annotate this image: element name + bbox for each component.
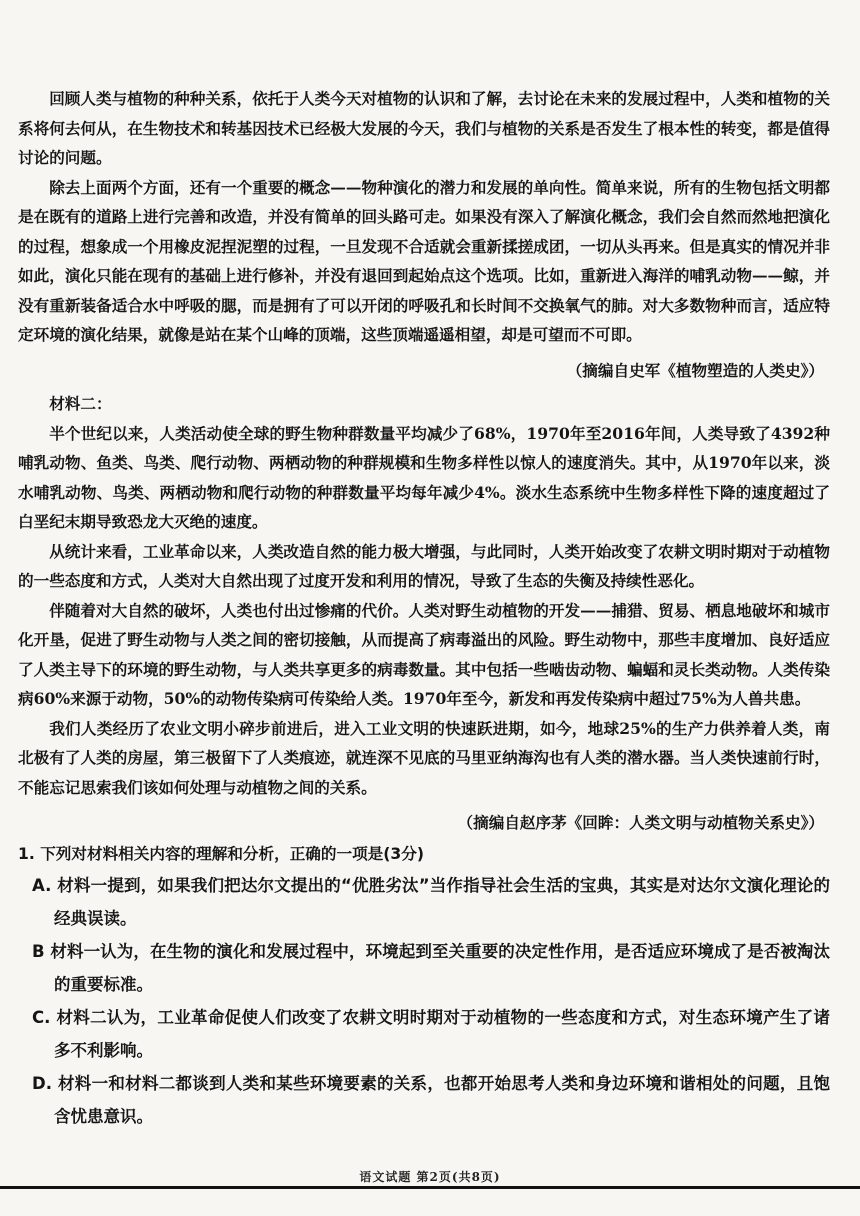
material2-paragraph-4: 我们人类经历了农业文明小碎步前进后，进入工业文明的快速跃进期，如今，地球25%的生产力供养着人类，南北极有了人类的房屋，第三极留下了人类痕迹，就连深不见底的马里亚纳海沟也有人类的潜水器。当人类快速前行时，不能忘记思索我们该如何处理与动植物之间的关系。 xyxy=(18,718,830,797)
material2-paragraph-2: 从统计来看，工业革命以来，人类改造自然的能力极大增强，与此同时，人类开始改变了农耕文明时期对于动植物的一些态度和方式，人类对大自然出现了过度开发和利用的情况，导致了生态的失衡及持续性恶化。 xyxy=(18,541,830,590)
question-1-option-b: B 材料一认为，在生物的演化和发展过程中，环境起到至关重要的决定性作用，是否适应环境成了是否被淘汰的重要标准。 xyxy=(32,942,830,994)
material2-heading: 材料二： xyxy=(49,394,112,413)
question-1-stem: 1. 下列对材料相关内容的理解和分析，正确的一项是(3分) xyxy=(18,844,424,863)
page-footer: 语文试题 第2页(共8页) xyxy=(359,1170,501,1184)
question-1-option-a: A. 材料一提到，如果我们把达尔文提出的“优胜劣汰”当作指导社会生活的宝典，其实是对达尔文演化理论的经典误读。 xyxy=(32,876,830,928)
bottom-divider xyxy=(0,1186,860,1189)
material1-source: （摘编自史军《植物塑造的人类史》） xyxy=(566,360,824,380)
question-1-option-c: C. 材料二认为，工业革命促使人们改变了农耕文明时期对于动植物的一些态度和方式，对生态环境产生了诸多不利影响。 xyxy=(32,1008,830,1060)
material2-paragraph-1: 半个世纪以来，人类活动使全球的野生物种群数量平均减少了68%，1970年至2016年间，人类导致了4392种哺乳动物、鱼类、鸟类、爬行动物、两栖动物的种群规模和生物多样性以惊人的速度消失。其中，从1970年以来，淡水哺乳动物、鸟类、两栖动物和爬行动物的种群数量平均每年减少4%。淡水生态系统中生物多样性下降的速度超过了白垩纪末期导致恐龙大灭绝的速度。 xyxy=(18,423,830,531)
material2-source: （摘编自赵序茅《回眸：人类文明与动植物关系史》） xyxy=(457,813,824,832)
question-1-option-d: D. 材料一和材料二都谈到人类和某些环境要素的关系，也都开始思考人类和身边环境和谐相处的问题，且饱含忧患意识。 xyxy=(32,1074,830,1126)
material2-paragraph-3: 伴随着对大自然的破坏，人类也付出过惨痛的代价。人类对野生动植物的开发——捕猎、贸易、栖息地破坏和城市化开垦，促进了野生动物与人类之间的密切接触，从而提高了病毒溢出的风险。野生动物中，那些丰度增加、良好适应了人类主导下的环境的野生动物，与人类共享更多的病毒数量。其中包括一些啮齿动物、蝙蝠和灵长类动物。人类传染病60%来源于动物，50%的动物传染病可传染给人类。1970年至今，新发和再发传染病中超过75%为人兽共患。 xyxy=(18,600,830,708)
material1-paragraph-1: 回顾人类与植物的种种关系，依托于人类今天对植物的认识和了解，去讨论在未来的发展过程中，人类和植物的关系将何去何从，在生物技术和转基因技术已经极大发展的今天，我们与植物的关系是否发生了根本性的转变，都是值得讨论的问题。 xyxy=(18,89,830,167)
material1-paragraph-2: 除去上面两个方面，还有一个重要的概念——物种演化的潜力和发展的单向性。简单来说，所有的生物包括文明都是在既有的道路上进行完善和改造，并没有简单的回头路可走。如果没有深入了解演化概念，我们会自然而然地把演化的过程，想象成一个用橡皮泥捏泥塑的过程，一旦发现不合适就会重新揉搓成团，一切从头再来。但是真实的情况并非如此，演化只能在现有的基础上进行修补，并没有退回到起始点这个选项。比如，重新进入海洋的哺乳动物——鲸，并没有重新装备适合水中呼吸的腮，而是拥有了可以开闭的呼吸孔和长时间不交换氧气的肺。对大多数物种而言，适应特定环境的演化结果，就像是站在某个山峰的顶端，这些顶端遥遥相望，却是可望而不可即。 xyxy=(18,177,830,344)
